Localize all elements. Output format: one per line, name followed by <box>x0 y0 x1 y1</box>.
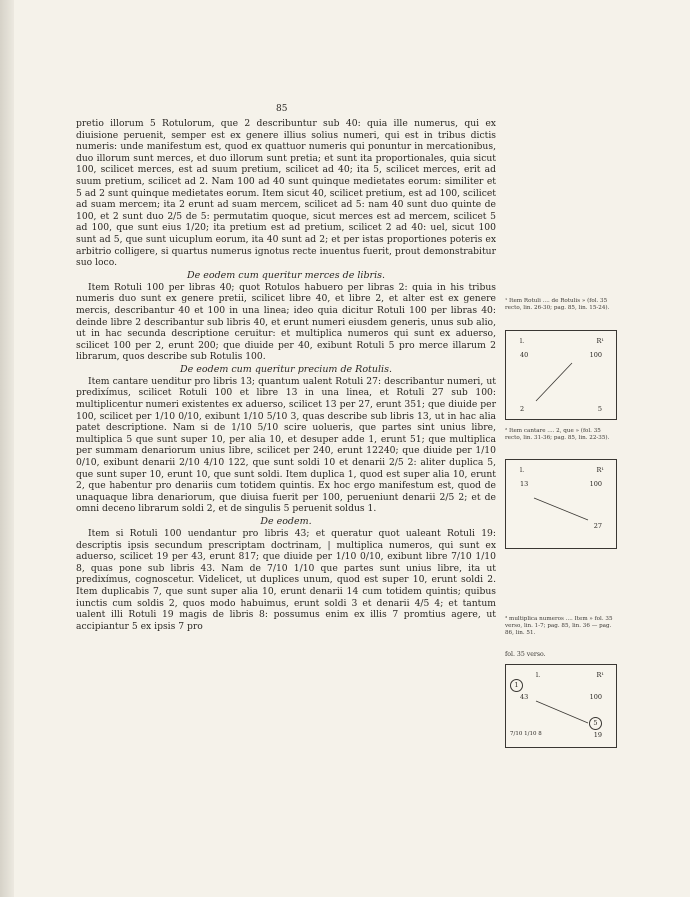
margin-note-3: ³ multiplica numeros .... Item » fol. 35 verso, lin. 1-7; pag. 85, lin. 36 — pag. 86, lin. 51. <box>505 616 613 636</box>
fig-value: 100 <box>589 480 602 488</box>
fig-value: 7/10 1/10 8 <box>510 731 542 737</box>
fig-value: 27 <box>593 522 602 530</box>
paragraph-3: Item cantare uenditur pro libris 13; quantum ualent Rotuli 27: describantur numeri, ut predixímus, scilicet Rotuli 100 et libre 13 in una linea, et Rotuli 27 sub 100: multiplicentur numeri existentes ex aduerso, scilicet 13 per 27, erunt 351; que diuide per 100, scilicet per 1/10 0/10, exibunt 1/10 5/10 3, quas describe sub libris 13, ut in hac alia patet descriptione. Nam si de 1/10 5/10 scire uolueris, que partes sint unius libre, multiplica 5 que sunt super 10, per alia 10, et desuper adde 1, erunt 51; que multiplica per summam denariorum unius libre, scilicet per 240, erunt 12240; que diuide per 1/10 0/10, exibunt denarii 2/10 4/10 122, que sunt soldi 10 et denarii 2/5 2: aliter duplica 5, que sunt super 10, erunt 10, que sunt soldi. Item duplica 1, quod est super alia 10, erunt 2, que habentur pro denariis cum totidem quintis. Ex hoc ergo manifestum est, quod de unaquaque libra denariorum, que diuisa fuerit per 100, perueniunt denarii 2/5 2; et de omni deceno librarum soldi 2, et de singulis 5 peruenit soldus 1. <box>76 375 496 515</box>
cross-line <box>506 460 616 548</box>
fig-label-l: l. <box>520 337 525 345</box>
margin-note-1: ¹ Item Rotuli .... de Rotulis » (fol. 35 recto, lin. 26-30; pag. 85, lin. 15-24). <box>505 298 610 311</box>
fig-circled-value: 1 <box>510 679 523 692</box>
diagram-3 <box>505 664 617 748</box>
fig-circled-value: 5 <box>589 717 602 730</box>
fig-value: 2 <box>520 405 525 413</box>
paragraph-1: pretio illorum 5 Rotulorum, que 2 describuntur sub 40: quia ille numerus, qui ex diuisione peruenit, semper est ex genere illius solius numeri, qui est in tribus dictis numeris: unde manifestum est, quod ex quattuor numeris qui ponuntur in mercationibus, duo illorum sunt merces, et duo illorum sunt pretia; et sunt ita proportionales, quia sicut 100, scilicet merces, est ad suum pretium, scilicet ad 40; ita 5, scilicet merces, erit ad suum pretium, scilicet ad 2. Nam 100 ad 40 sunt quinque medietates eorum: similiter et 5 ad 2 sunt quinque medietates eorum. Item sicut 40, scilicet pretium, est ad 100, scilicet ad suam mercem; ita 2 erunt ad suam mercem, scilicet ad 5: nam 40 sunt duo quinte de 100, et 2 sunt duo 2/5 de 5: permutatim quoque, sicut merces est ad mercem, scilicet 5 ad 100, que sunt eius 1/20; ita pretium est ad pretium, scilicet 2 ad 40: uel, sicut 100 sunt ad 5, que sunt uicuplum eorum, ita 40 sunt ad 2; et per istas proportiones poteris ex arbitrio colligere, si quartus numerus ignotus recte inuentus fuerit, prout demonstrabitur suo loco. <box>76 118 496 269</box>
cross-line <box>506 331 616 419</box>
fig-value: 43 <box>520 693 529 701</box>
fig-value: 100 <box>589 693 602 701</box>
binding-gutter <box>0 0 14 897</box>
fig-label-r: R¹ <box>596 337 604 345</box>
fig-label-l: l. <box>520 466 525 474</box>
fig-label-l: l. <box>536 671 541 679</box>
fig-value: 100 <box>589 351 602 359</box>
fig-label-r: R¹ <box>596 671 604 679</box>
section-heading-3: De eodem. <box>260 516 312 527</box>
page-number: 85 <box>276 104 288 114</box>
margin-note-2: ² Item cantare .... 2, que » (fol. 35 recto, lin. 31-36; pag. 85, lin. 22-35). <box>505 428 610 441</box>
fig-value: 13 <box>520 480 529 488</box>
cross-line <box>506 665 616 747</box>
section-heading-1: De eodem cum queritur merces de libris. <box>186 269 386 281</box>
diagram-1 <box>505 330 617 420</box>
fig-value: 19 <box>593 731 602 739</box>
main-text-column <box>76 118 496 632</box>
section-heading-2: De eodem cum queritur precium de Rotulis. <box>180 363 392 375</box>
fig-value: 5 <box>597 405 602 413</box>
fig-value: 40 <box>520 351 529 359</box>
paragraph-4: Item si Rotuli 100 uendantur pro libris 43; et queratur quot ualeant Rotuli 19: descriptis ipsis secundum prescriptam doctrinam, | multiplica numeros, qui sunt ex aduerso, scilicet 19 per 43, erunt 817; que diuide per 1/10 0/10, exibunt libre 7/10 1/10 8, quas pone sub libris 43. Nam de 7/10 1/10 que partes sunt unius libre, ita ut predixímus, cognoscetur. Videlicet, ut duplices unum, quod est super 10, erunt soldi 2. Item duplicabis 7, que sunt super alia 10, erunt denarii 14 cum totidem quintis; quibus iunctis cum soldis 2, quos modo habuimus, erunt soldi 3 et denarii 4/5 4; et tantum ualent illi Rotuli 19 magis de libris 8: possumus enim ex illis 7 promtius agere, ut accipiantur 5 ex ipsis 7 pro <box>76 528 496 632</box>
fol-label: fol. 35 verso. <box>505 651 546 658</box>
diagram-2 <box>505 459 617 549</box>
paragraph-2: Item Rotuli 100 per libras 40; quot Rotulos habuero per libras 2: quia in his tribus numeris duo sunt ex genere pretii, scilicet libre 40, et libre 2, et alter est ex genere mercis, describantur 40 et 100 in una linea; ideo quia dicitur Rotuli 100 per libras 40: deinde libre 2 describantur sub libris 40, et erunt numeri eiusdem generis, unus sub alio, ut in hac secunda descriptione ceruitur: et multiplica numeros qui sunt ex aduerso, scilicet 100 per 2, erunt 200; que diuide per 40, exibunt Rotuli 5 pro merce illarum 2 librarum, quos describe sub Rotulis 100. <box>76 281 496 363</box>
fig-label-r: R¹ <box>596 466 604 474</box>
